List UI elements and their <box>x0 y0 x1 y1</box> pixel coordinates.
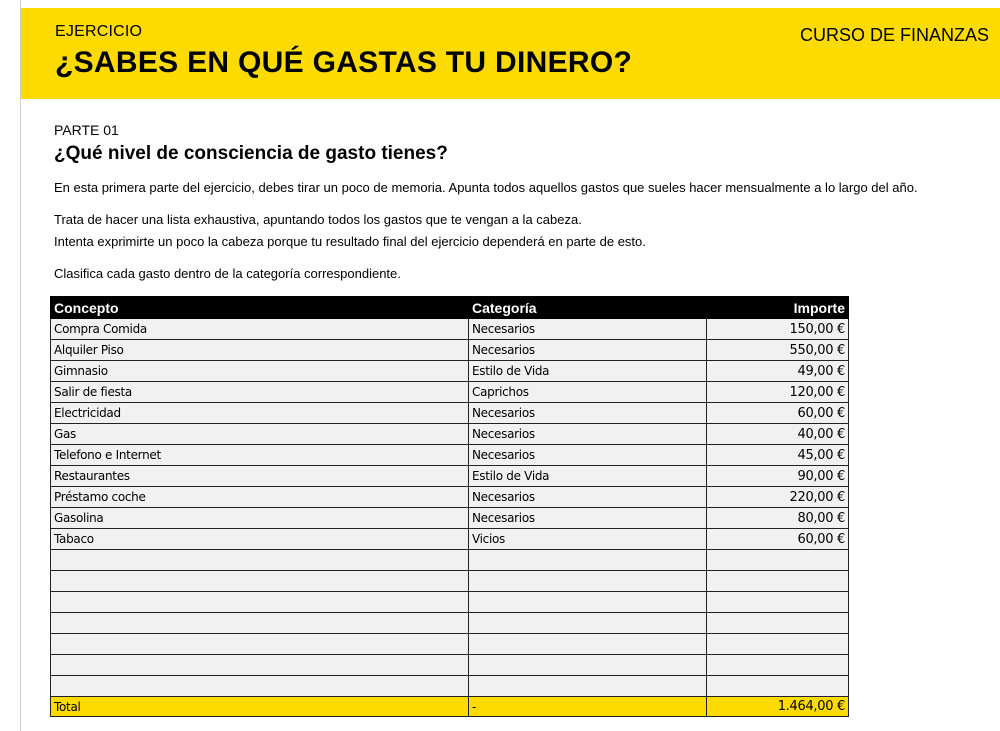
amount-cell[interactable]: 40,00 € <box>707 424 849 445</box>
concept-cell[interactable]: Gasolina <box>51 508 469 529</box>
concept-cell[interactable]: Compra Comida <box>51 319 469 340</box>
column-header-categoria: Categoría <box>469 297 707 319</box>
total-row <box>51 697 849 717</box>
column-header-concepto: Concepto <box>51 297 469 319</box>
amount-cell[interactable]: 550,00 € <box>707 340 849 361</box>
instruction-paragraph: Intenta exprimirte un poco la cabeza porque tu resultado final del ejercicio dependerá en parte de esto. <box>54 234 646 249</box>
table-row <box>51 676 849 697</box>
course-title: CURSO DE FINANZAS <box>800 25 990 45</box>
exercise-header <box>21 8 1000 99</box>
concept-cell[interactable] <box>51 634 469 655</box>
page-left-border <box>20 0 21 731</box>
amount-cell[interactable]: 60,00 € <box>707 403 849 424</box>
instruction-paragraph: Trata de hacer una lista exhaustiva, apuntando todos los gastos que te vengan a la cabeza. <box>54 212 582 227</box>
concept-cell[interactable]: Restaurantes <box>51 466 469 487</box>
table-row <box>51 529 849 550</box>
table-row <box>51 466 849 487</box>
concept-cell[interactable] <box>51 592 469 613</box>
amount-cell[interactable]: 90,00 € <box>707 466 849 487</box>
category-cell[interactable] <box>469 655 707 676</box>
amount-cell[interactable] <box>707 655 849 676</box>
category-cell[interactable]: Necesarios <box>469 403 707 424</box>
amount-cell[interactable] <box>707 550 849 571</box>
table-row <box>51 634 849 655</box>
amount-cell[interactable] <box>707 613 849 634</box>
concept-cell[interactable]: Electricidad <box>51 403 469 424</box>
concept-cell[interactable] <box>51 655 469 676</box>
column-header-importe: Importe <box>707 297 849 319</box>
amount-cell[interactable] <box>707 676 849 697</box>
exercise-title: ¿SABES EN QUÉ GASTAS TU DINERO? <box>55 46 633 79</box>
section-kicker: PARTE 01 <box>54 122 119 138</box>
table-row <box>51 613 849 634</box>
table-row <box>51 424 849 445</box>
concept-cell[interactable]: Alquiler Piso <box>51 340 469 361</box>
concept-cell[interactable]: Telefono e Internet <box>51 445 469 466</box>
category-cell[interactable]: Caprichos <box>469 382 707 403</box>
table-row <box>51 550 849 571</box>
total-category-cell[interactable]: - <box>469 697 707 717</box>
table-header-row <box>51 297 849 319</box>
concept-cell[interactable]: Gas <box>51 424 469 445</box>
category-cell[interactable] <box>469 613 707 634</box>
category-cell[interactable]: Necesarios <box>469 445 707 466</box>
table-row <box>51 487 849 508</box>
amount-cell[interactable]: 45,00 € <box>707 445 849 466</box>
category-cell[interactable]: Estilo de Vida <box>469 361 707 382</box>
amount-cell[interactable]: 150,00 € <box>707 319 849 340</box>
concept-cell[interactable] <box>51 571 469 592</box>
category-cell[interactable]: Necesarios <box>469 508 707 529</box>
amount-cell[interactable]: 49,00 € <box>707 361 849 382</box>
amount-cell[interactable]: 120,00 € <box>707 382 849 403</box>
category-cell[interactable] <box>469 550 707 571</box>
amount-cell[interactable] <box>707 571 849 592</box>
category-cell[interactable]: Necesarios <box>469 319 707 340</box>
amount-cell[interactable] <box>707 592 849 613</box>
table-row <box>51 655 849 676</box>
table-row <box>51 445 849 466</box>
exercise-kicker: EJERCICIO <box>55 23 143 40</box>
table-row <box>51 319 849 340</box>
concept-cell[interactable]: Salir de fiesta <box>51 382 469 403</box>
amount-cell[interactable]: 220,00 € <box>707 487 849 508</box>
category-cell[interactable]: Vicios <box>469 529 707 550</box>
category-cell[interactable] <box>469 592 707 613</box>
concept-cell[interactable]: Préstamo coche <box>51 487 469 508</box>
category-cell[interactable] <box>469 634 707 655</box>
concept-cell[interactable] <box>51 676 469 697</box>
table-row <box>51 361 849 382</box>
table-row <box>51 403 849 424</box>
concept-cell[interactable]: Gimnasio <box>51 361 469 382</box>
amount-cell[interactable]: 80,00 € <box>707 508 849 529</box>
concept-cell[interactable] <box>51 550 469 571</box>
category-cell[interactable]: Necesarios <box>469 487 707 508</box>
amount-cell[interactable] <box>707 634 849 655</box>
category-cell[interactable] <box>469 571 707 592</box>
instruction-paragraph: En esta primera parte del ejercicio, debes tirar un poco de memoria. Apunta todos aquellos gastos que sueles hacer mensualmente a lo largo del año. <box>54 180 918 195</box>
concept-cell[interactable]: Tabaco <box>51 529 469 550</box>
expenses-table <box>50 296 849 717</box>
total-amount-cell[interactable]: 1.464,00 € <box>707 697 849 717</box>
category-cell[interactable]: Necesarios <box>469 424 707 445</box>
section-title: ¿Qué nivel de consciencia de gasto tienes? <box>54 143 448 164</box>
table-row <box>51 508 849 529</box>
concept-cell[interactable] <box>51 613 469 634</box>
category-cell[interactable]: Necesarios <box>469 340 707 361</box>
category-cell[interactable]: Estilo de Vida <box>469 466 707 487</box>
category-cell[interactable] <box>469 676 707 697</box>
total-label-cell[interactable]: Total <box>51 697 469 717</box>
amount-cell[interactable]: 60,00 € <box>707 529 849 550</box>
table-row <box>51 571 849 592</box>
table-row <box>51 340 849 361</box>
instruction-paragraph: Clasifica cada gasto dentro de la categoría correspondiente. <box>54 266 401 281</box>
table-row <box>51 382 849 403</box>
table-row <box>51 592 849 613</box>
